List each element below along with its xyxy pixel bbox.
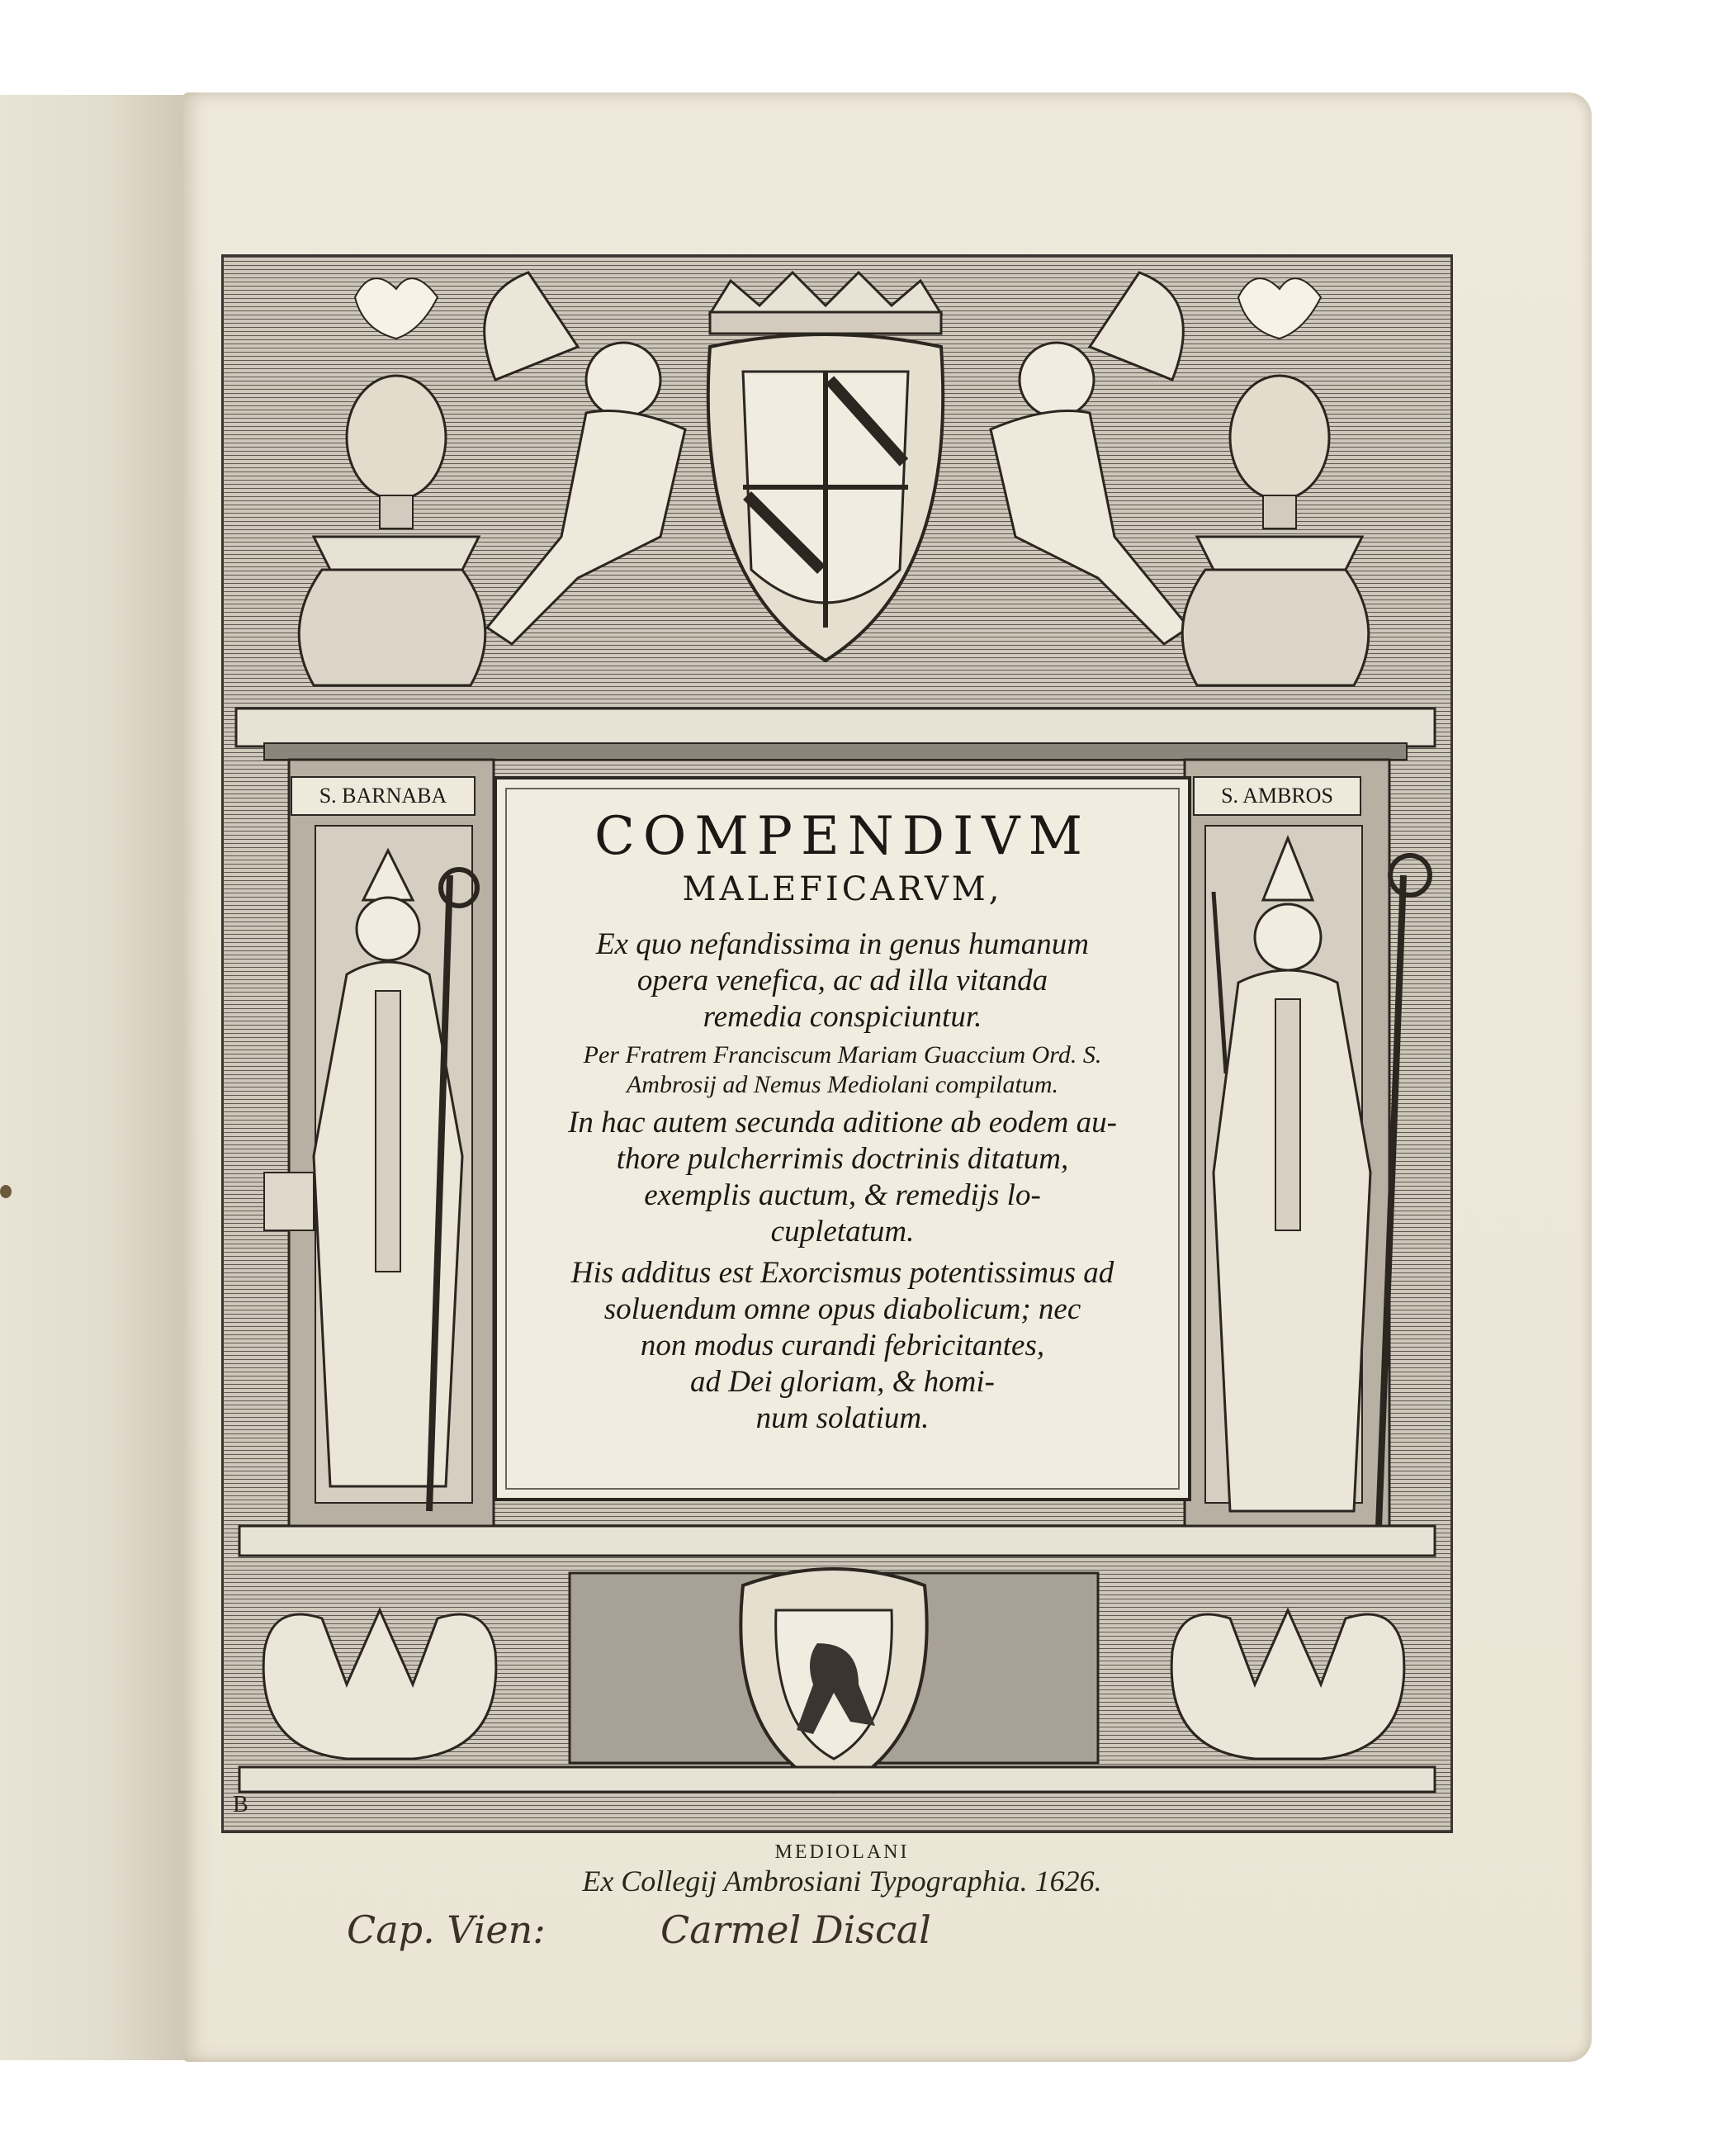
right-cherub [991,272,1189,644]
author-line: Per Fratrem Franciscum Mariam Guaccium Ord. S. [583,1041,1102,1069]
description-line: opera venefica, ac ad illa vitanda [636,964,1048,997]
imprint [512,1841,1172,1898]
title-cartouche [494,776,1191,1501]
addition-line: ad Dei gloriam, & homi- [690,1365,995,1399]
description-line: Ex quo nefandissima in genus humanum [595,927,1090,961]
addition-line: num solatium. [755,1401,930,1435]
title-text [522,926,1163,1442]
addition-line: His additus est Exorcismus potentissimus ad [570,1256,1114,1290]
saint-right-label: S. AMBROS [1193,776,1361,816]
lower-cornice [239,1526,1435,1556]
imprint-line: Ex Collegij Ambrosiani Typographia. 1626. [582,1865,1102,1898]
left-flaming-urn [299,278,485,685]
edition-line: In hac autem secunda aditione ab eodem au- [568,1106,1117,1140]
left-acanthus-scroll [263,1610,496,1759]
description-line: remedia conspiciuntur. [703,1000,982,1034]
edition-line: exemplis auctum, & remedijs lo- [644,1178,1041,1212]
left-cherub [485,272,685,644]
saint-left-label: S. BARNABA [291,776,476,816]
addition-line: non modus curandi febricitantes, [640,1329,1045,1362]
book-subtitle: MALEFICARVM, [682,870,1003,908]
engraver-mark: B [233,1792,248,1817]
addition-line: soluendum omne opus diabolicum; nec [603,1292,1081,1326]
upper-cornice [236,708,1435,746]
coat-of-arms [708,334,943,661]
edition-line: thore pulcherrimis doctrinis ditatum, [616,1142,1069,1176]
imprint-city: MEDIOLANI [774,1841,910,1863]
right-acanthus-scroll [1171,1610,1404,1759]
right-flaming-urn [1182,278,1369,685]
author-line: Ambrosij ad Nemus Mediolani compilatum. [626,1071,1059,1098]
crown-ornament [710,272,941,334]
book-title: COMPENDIVM [594,806,1091,867]
edition-line: cupletatum. [770,1215,915,1249]
handwritten-note-left: Cap. Vien: [347,1907,546,1952]
handwritten-note-right: Carmel Discal [660,1907,931,1952]
base-ledge [239,1767,1435,1792]
upper-cornice-shadow [264,743,1407,760]
